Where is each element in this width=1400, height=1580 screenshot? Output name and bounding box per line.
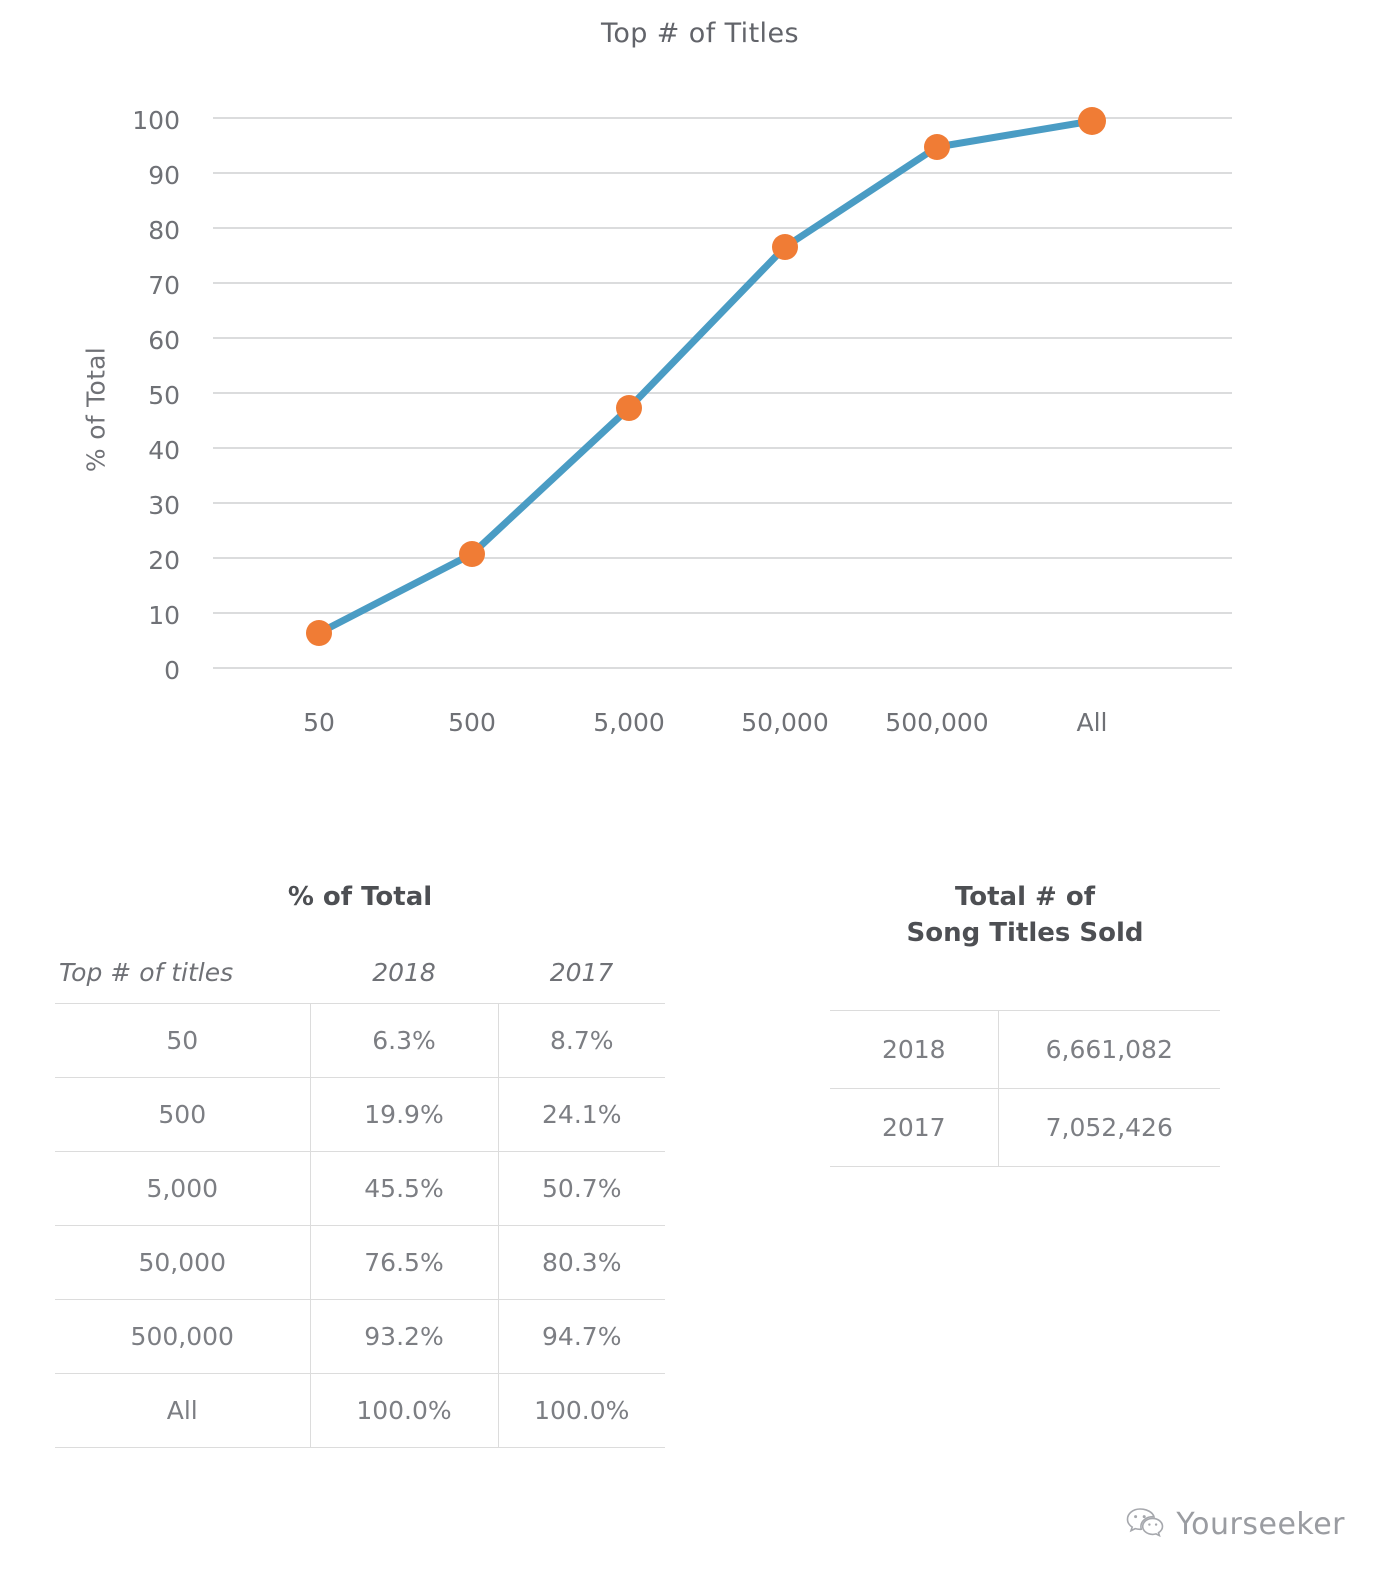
table-row <box>55 1151 665 1225</box>
cell-2017: 94.7% <box>498 1299 665 1373</box>
cell-titles: All <box>55 1373 310 1447</box>
column-header-top-titles: Top # of titles <box>59 957 234 987</box>
y-tick-label: 100 <box>132 106 180 135</box>
cell-titles: 500 <box>55 1077 310 1151</box>
table-header-row <box>55 958 665 1004</box>
table-row <box>55 1225 665 1299</box>
x-tick-label: 500,000 <box>885 708 989 737</box>
y-axis-label: % of Total <box>81 346 111 473</box>
x-tick-label: 50,000 <box>741 708 829 737</box>
watermark <box>1126 1506 1345 1542</box>
cell-year: 2018 <box>830 1010 998 1088</box>
cell-2018: 93.2% <box>310 1299 498 1373</box>
table-row <box>55 1299 665 1373</box>
cell-2017: 100.0% <box>498 1373 665 1447</box>
percent-of-total-table <box>55 958 665 1448</box>
y-tick-label: 20 <box>148 546 180 575</box>
table-row <box>830 1010 1220 1088</box>
column-header-2018: 2018 <box>372 957 436 987</box>
cell-2018: 76.5% <box>310 1225 498 1299</box>
y-tick-label: 40 <box>148 436 180 465</box>
y-tick-label: 70 <box>148 271 180 300</box>
cell-2017: 50.7% <box>498 1151 665 1225</box>
cell-2017: 8.7% <box>498 1003 665 1077</box>
cell-2018: 19.9% <box>310 1077 498 1151</box>
table-row <box>55 1077 665 1151</box>
table-row <box>55 1003 665 1077</box>
cell-titles: 500,000 <box>55 1299 310 1373</box>
x-tick-label: All <box>1076 708 1108 737</box>
total-titles-sold-table-title <box>830 880 1220 952</box>
cell-2018: 45.5% <box>310 1151 498 1225</box>
cell-year: 2017 <box>830 1088 998 1166</box>
cell-titles: 5,000 <box>55 1151 310 1225</box>
y-tick-label: 60 <box>148 326 180 355</box>
y-tick-label: 10 <box>148 601 180 630</box>
table-row <box>830 1088 1220 1166</box>
y-tick-label: 50 <box>148 381 180 410</box>
table-row <box>55 1373 665 1447</box>
percent-of-total-table-block <box>55 880 665 1448</box>
cell-2017: 24.1% <box>498 1077 665 1151</box>
cell-2017: 80.3% <box>498 1225 665 1299</box>
cell-2018: 6.3% <box>310 1003 498 1077</box>
y-tick-label: 90 <box>148 161 180 190</box>
chart-title: Top # of Titles <box>601 18 799 49</box>
x-tick-label: 50 <box>303 708 335 737</box>
watermark-label: Yourseeker <box>1176 1506 1345 1542</box>
y-tick-label: 0 <box>164 656 180 685</box>
x-tick-label: 500 <box>448 708 496 737</box>
x-tick-label: 5,000 <box>593 708 665 737</box>
column-header-2017: 2017 <box>549 957 614 987</box>
y-tick-label: 30 <box>148 491 180 520</box>
total-title-line1: Total # of <box>954 882 1096 912</box>
total-title-line2: Song Titles Sold <box>906 917 1144 948</box>
total-titles-sold-table-block <box>830 880 1220 1167</box>
cell-total: 7,052,426 <box>998 1088 1220 1166</box>
cell-titles: 50 <box>55 1003 310 1077</box>
cell-titles: 50,000 <box>55 1225 310 1299</box>
y-tick-label: 80 <box>148 216 180 245</box>
wechat-icon <box>1126 1506 1164 1542</box>
percent-of-total-table-title: % of Total <box>287 882 433 912</box>
total-titles-sold-table <box>830 1010 1220 1167</box>
cell-2018: 100.0% <box>310 1373 498 1447</box>
cell-total: 6,661,082 <box>998 1010 1220 1088</box>
